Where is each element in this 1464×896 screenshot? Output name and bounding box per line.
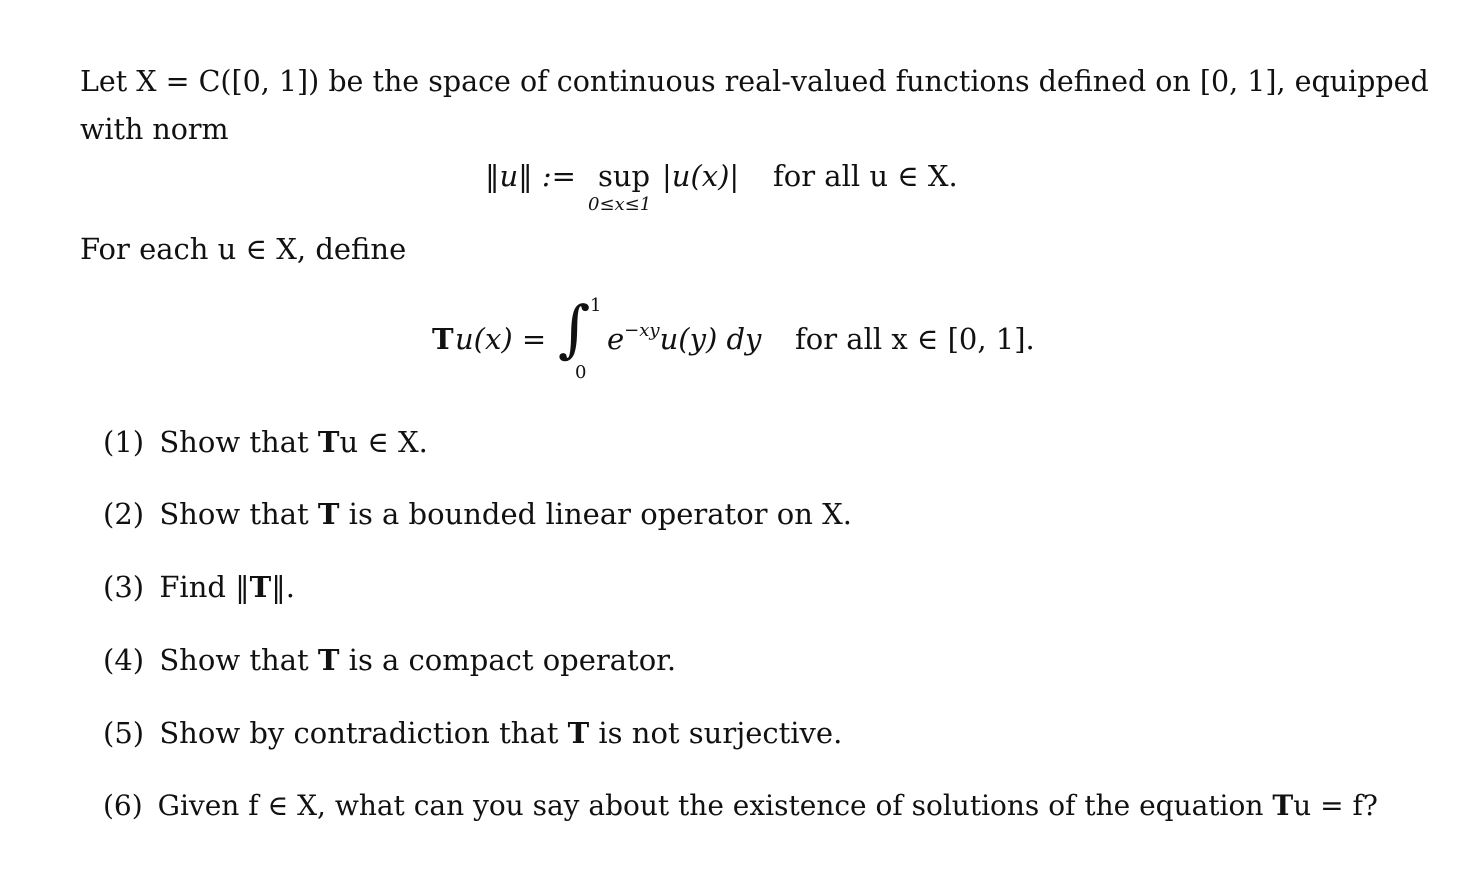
define-text: For each u ∈ X, define — [80, 232, 407, 266]
question-number: (3) — [103, 570, 145, 604]
norm-rhs: |u(x)| — [662, 159, 740, 193]
exp-base: e — [607, 322, 625, 356]
question-5 — [103, 716, 843, 750]
integral-upper-limit: 1 — [590, 295, 602, 316]
question-bold-T: T — [567, 716, 590, 750]
question-bold-T: T — [1272, 789, 1294, 822]
exp-superscript: −xy — [624, 320, 660, 341]
integral-sign: ∫ — [558, 292, 591, 365]
operator-lhs: u(x) = — [455, 322, 547, 356]
question-2 — [103, 497, 852, 531]
operator-T: T — [432, 322, 454, 356]
integral-lower-limit: 0 — [575, 362, 587, 383]
question-text-post: is not surjective. — [598, 716, 843, 750]
question-text-pre: Show that — [159, 425, 309, 459]
question-number: (4) — [103, 643, 145, 677]
norm-sup: sup — [598, 159, 651, 193]
question-text-pre: Show that — [159, 497, 309, 531]
question-text-pre: Given f ∈ X, what can you say about the existence of solutions of the equation — [157, 789, 1264, 822]
norm-lhs: ‖u‖ := — [485, 159, 576, 193]
question-bold-T: T — [317, 497, 340, 531]
question-number: (2) — [103, 497, 145, 531]
question-text-post: is a bounded linear operator on X. — [348, 497, 852, 531]
question-bold-T: T — [317, 425, 340, 459]
question-1 — [103, 425, 428, 459]
question-4 — [103, 643, 677, 677]
question-text-post: is a compact operator. — [348, 643, 677, 677]
integrand — [607, 320, 762, 356]
operator-tail: for all x ∈ [0, 1]. — [795, 322, 1035, 356]
question-text-post: u ∈ X. — [339, 425, 428, 459]
question-6 — [103, 789, 1378, 822]
question-number: (5) — [103, 716, 145, 750]
intro-line-2: with norm — [80, 113, 229, 146]
question-text-pre: Find ‖ — [159, 570, 250, 604]
intro-line-1: Let X = C([0, 1]) be the space of continuous real-valued functions defined on [0, 1], equipped — [80, 65, 1429, 98]
question-text-pre: Show that — [159, 643, 309, 677]
norm-sup-subscript: 0≤x≤1 — [588, 194, 652, 215]
integrand-rest: u(y) dy — [659, 322, 762, 356]
question-number: (1) — [103, 425, 145, 459]
question-bold-T: T — [317, 643, 340, 677]
question-number: (6) — [103, 789, 143, 822]
norm-tail: for all u ∈ X. — [773, 159, 958, 193]
question-bold-T: T — [249, 570, 272, 604]
question-text-post: ‖. — [271, 570, 295, 604]
question-text-pre: Show by contradiction that — [159, 716, 559, 750]
question-3 — [103, 570, 295, 604]
question-text-post: u = f? — [1293, 789, 1378, 822]
